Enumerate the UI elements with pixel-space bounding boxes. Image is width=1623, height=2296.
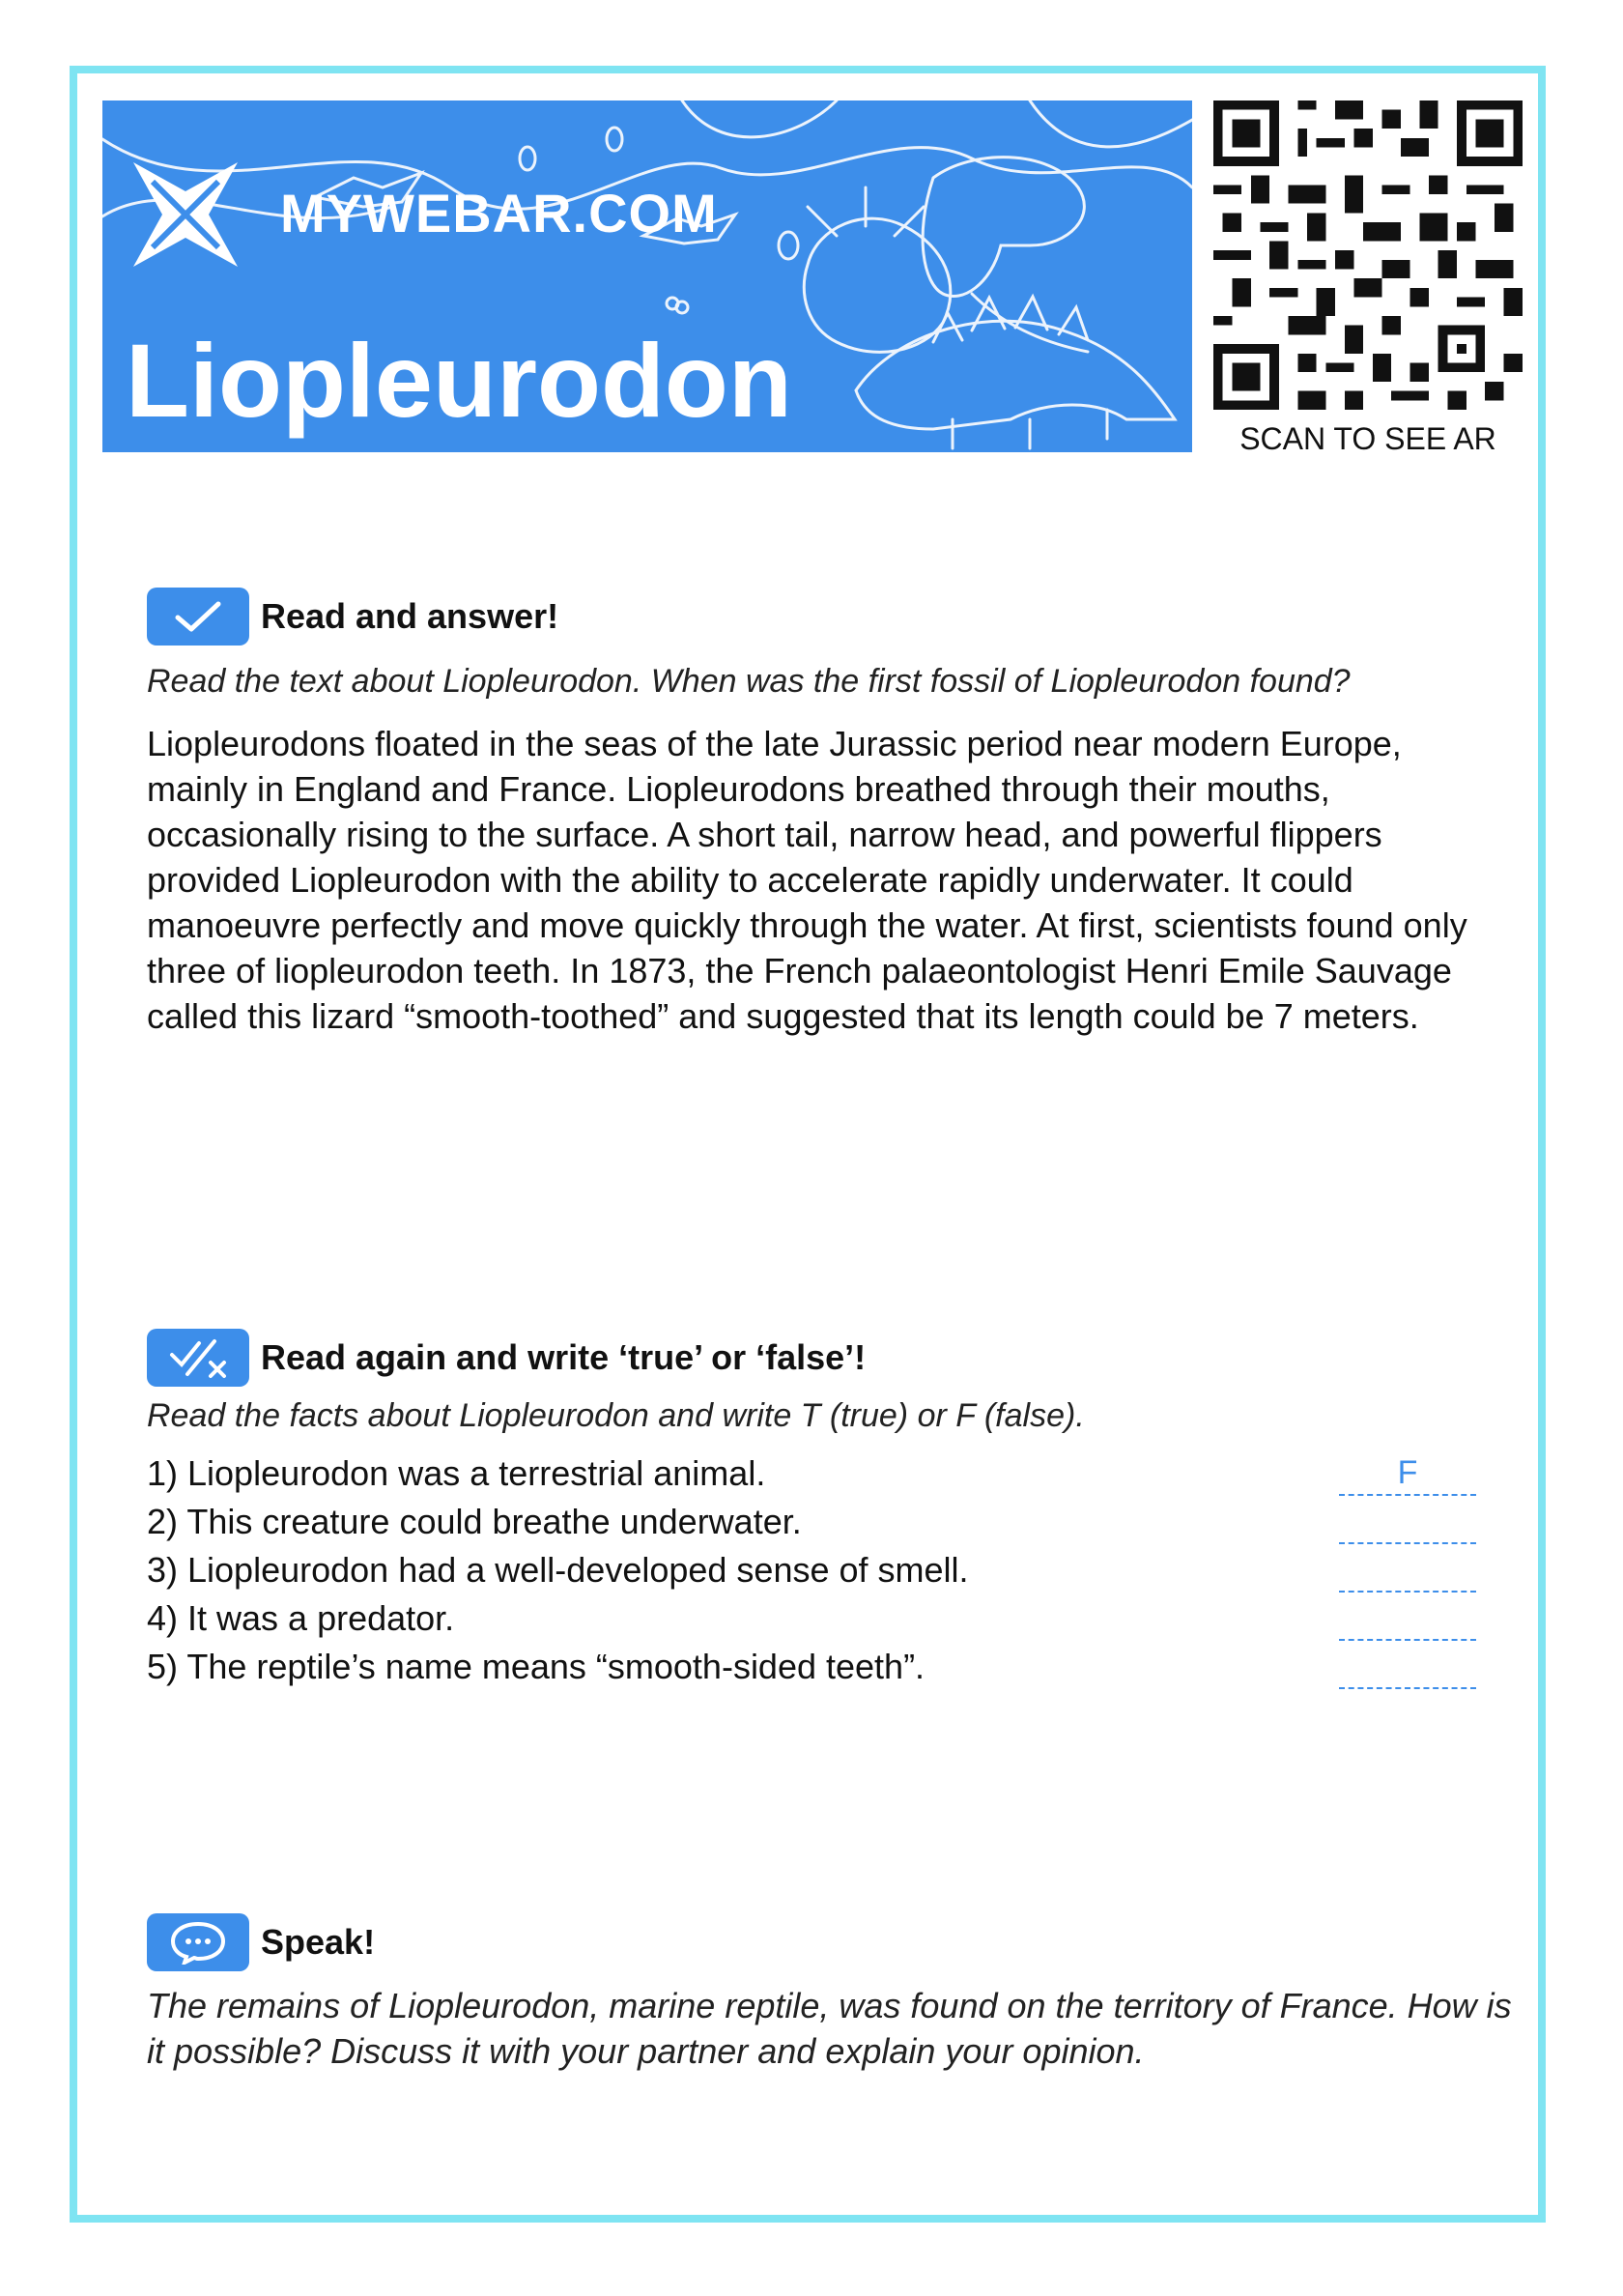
section-read-answer-header	[147, 588, 558, 646]
check-cross-icon	[147, 1329, 249, 1387]
header-banner	[102, 100, 1192, 452]
answer-field-3[interactable]	[1339, 1548, 1476, 1593]
statement-2: 2) This creature could breathe underwater.	[147, 1502, 802, 1541]
statement-4: 4) It was a predator.	[147, 1598, 455, 1638]
section-true-false-header	[147, 1329, 866, 1387]
statement-5: 5) The reptile’s name means “smooth-sided teeth”.	[147, 1647, 925, 1686]
statement-1: 1) Liopleurodon was a terrestrial animal.	[147, 1453, 766, 1493]
answer-field-1[interactable]: F	[1339, 1451, 1476, 1496]
answer-field-4[interactable]	[1339, 1596, 1476, 1641]
statement-3: 3) Liopleurodon had a well-developed sense of smell.	[147, 1550, 969, 1590]
section-heading: Speak!	[261, 1922, 376, 1962]
speak-instruction: The remains of Liopleurodon, marine reptile, was found on the territory of France. How is it possible? Discuss it with your partner and explain your opinion.	[147, 1986, 1512, 2071]
qr-code-icon[interactable]	[1213, 100, 1523, 410]
section-instruction: Read the text about Liopleurodon. When was the first fossil of Liopleurodon found?	[147, 663, 1351, 700]
section-instruction: Read the facts about Liopleurodon and write T (true) or F (false).	[147, 1397, 1085, 1434]
section-heading: Read again and write ‘true’ or ‘false’!	[261, 1337, 867, 1377]
brand-name: MYWEBAR.COM	[280, 183, 718, 244]
answer-field-5[interactable]	[1339, 1645, 1476, 1689]
answer-field-2[interactable]	[1339, 1500, 1476, 1544]
page-title: Liopleurodon	[126, 322, 792, 439]
speech-bubble-icon	[147, 1913, 249, 1971]
section-speak-header	[147, 1913, 375, 1971]
checkmark-icon	[147, 588, 249, 646]
reading-paragraph: Liopleurodons floated in the seas of the late Jurassic period near modern Europe, mainly in England and France. Liopleurodons breathed through their mouths, occasionally rising to the surface. A short tail, narrow head, and powerful flippers provided Liopleurodon with the ability to accelerate rapidly underwater. It could manoeuvre perfectly and move quickly through the water. At first, scientists found only three of liopleurodon teeth. In 1873, the French palaeontologist Henri Emile Sauvage called this lizard “smooth-toothed” and suggested that its length could be 7 meters.	[147, 724, 1467, 1036]
section-heading: Read and answer!	[261, 596, 559, 636]
mywebar-logo-icon	[124, 153, 247, 276]
qr-caption: SCAN TO SEE AR	[1239, 421, 1496, 456]
